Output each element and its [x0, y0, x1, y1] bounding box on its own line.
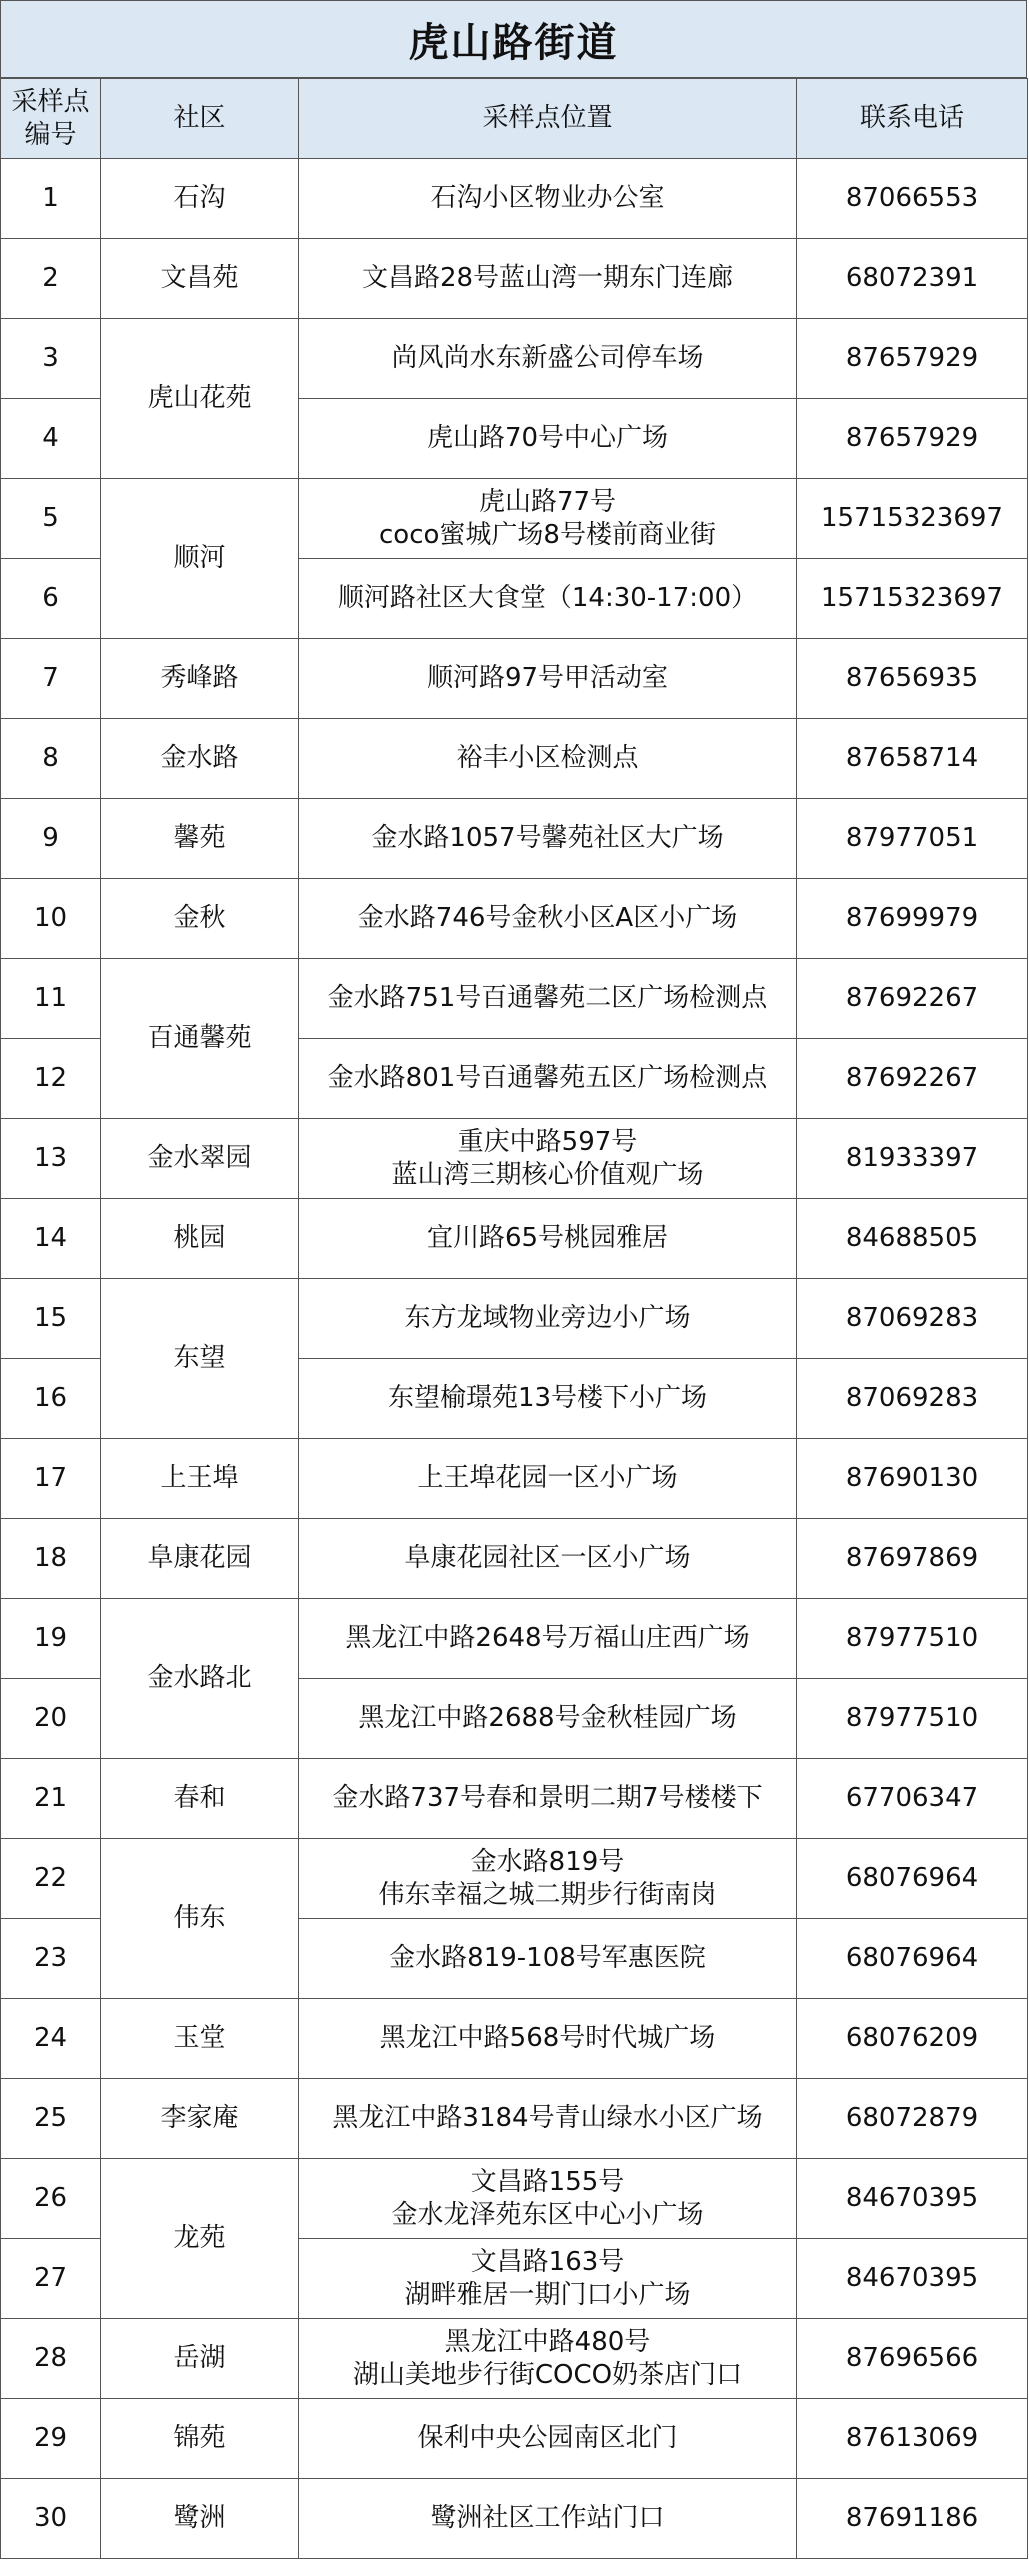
row-location: 黑龙江中路2648号万福山庄西广场 — [299, 1599, 797, 1679]
row-community: 金水路 — [101, 719, 299, 799]
row-id: 28 — [1, 2319, 101, 2399]
row-community: 百通馨苑 — [101, 959, 299, 1119]
table-row — [1, 239, 1028, 319]
row-phone: 87656935 — [797, 639, 1028, 719]
row-id: 16 — [1, 1359, 101, 1439]
row-community: 龙苑 — [101, 2159, 299, 2319]
row-phone: 87069283 — [797, 1359, 1028, 1439]
row-phone: 87696566 — [797, 2319, 1028, 2399]
row-phone: 87697869 — [797, 1519, 1028, 1599]
row-phone: 67706347 — [797, 1759, 1028, 1839]
row-location: 裕丰小区检测点 — [299, 719, 797, 799]
sampling-points-table — [0, 78, 1028, 2559]
table-row — [1, 719, 1028, 799]
row-id: 9 — [1, 799, 101, 879]
row-phone: 87657929 — [797, 319, 1028, 399]
row-community: 鹭洲 — [101, 2479, 299, 2559]
row-location: 金水路737号春和景明二期7号楼楼下 — [299, 1759, 797, 1839]
row-location: 金水路751号百通馨苑二区广场检测点 — [299, 959, 797, 1039]
row-location: 鹭洲社区工作站门口 — [299, 2479, 797, 2559]
row-phone: 15715323697 — [797, 559, 1028, 639]
row-phone: 87977510 — [797, 1679, 1028, 1759]
header-location: 采样点位置 — [299, 79, 797, 159]
table-row — [1, 639, 1028, 719]
row-id: 24 — [1, 1999, 101, 2079]
row-location: 文昌路155号 金水龙泽苑东区中心小广场 — [299, 2159, 797, 2239]
table-row — [1, 799, 1028, 879]
row-location: 虎山路77号 coco蜜城广场8号楼前商业街 — [299, 479, 797, 559]
row-location: 文昌路163号 湖畔雅居一期门口小广场 — [299, 2239, 797, 2319]
row-community: 锦苑 — [101, 2399, 299, 2479]
row-phone: 68072879 — [797, 2079, 1028, 2159]
row-phone: 68076964 — [797, 1919, 1028, 1999]
row-id: 5 — [1, 479, 101, 559]
row-community: 顺河 — [101, 479, 299, 639]
row-community: 馨苑 — [101, 799, 299, 879]
row-community: 金水路北 — [101, 1599, 299, 1759]
row-id: 7 — [1, 639, 101, 719]
table-row — [1, 479, 1028, 559]
row-id: 8 — [1, 719, 101, 799]
row-id: 20 — [1, 1679, 101, 1759]
row-community: 桃园 — [101, 1199, 299, 1279]
row-id: 30 — [1, 2479, 101, 2559]
row-location: 石沟小区物业办公室 — [299, 159, 797, 239]
row-community: 岳湖 — [101, 2319, 299, 2399]
table-row — [1, 1999, 1028, 2079]
row-location: 金水路801号百通馨苑五区广场检测点 — [299, 1039, 797, 1119]
row-community: 上王埠 — [101, 1439, 299, 1519]
row-id: 17 — [1, 1439, 101, 1519]
row-id: 15 — [1, 1279, 101, 1359]
row-phone: 68076209 — [797, 1999, 1028, 2079]
page-title: 虎山路街道 — [0, 0, 1027, 78]
header-id: 采样点 编号 — [1, 79, 101, 159]
row-id: 13 — [1, 1119, 101, 1199]
row-id: 21 — [1, 1759, 101, 1839]
row-phone: 81933397 — [797, 1119, 1028, 1199]
row-community: 金水翠园 — [101, 1119, 299, 1199]
row-phone: 87977510 — [797, 1599, 1028, 1679]
table-row — [1, 2159, 1028, 2239]
row-id: 14 — [1, 1199, 101, 1279]
table-row — [1, 1439, 1028, 1519]
row-phone: 87692267 — [797, 1039, 1028, 1119]
row-id: 27 — [1, 2239, 101, 2319]
row-phone: 87699979 — [797, 879, 1028, 959]
row-id: 26 — [1, 2159, 101, 2239]
row-phone: 84670395 — [797, 2239, 1028, 2319]
table-header-row — [1, 79, 1028, 159]
row-location: 上王埠花园一区小广场 — [299, 1439, 797, 1519]
row-phone: 87692267 — [797, 959, 1028, 1039]
header-phone: 联系电话 — [797, 79, 1028, 159]
row-phone: 15715323697 — [797, 479, 1028, 559]
row-id: 18 — [1, 1519, 101, 1599]
row-id: 19 — [1, 1599, 101, 1679]
row-location: 东方龙域物业旁边小广场 — [299, 1279, 797, 1359]
row-id: 10 — [1, 879, 101, 959]
row-id: 1 — [1, 159, 101, 239]
table-row — [1, 2399, 1028, 2479]
header-community: 社区 — [101, 79, 299, 159]
table-row — [1, 1199, 1028, 1279]
row-phone: 87690130 — [797, 1439, 1028, 1519]
row-location: 东望榆璟苑13号楼下小广场 — [299, 1359, 797, 1439]
row-community: 李家庵 — [101, 2079, 299, 2159]
table-row — [1, 2479, 1028, 2559]
table-row — [1, 2079, 1028, 2159]
row-community: 东望 — [101, 1279, 299, 1439]
row-phone: 87069283 — [797, 1279, 1028, 1359]
row-community: 玉堂 — [101, 1999, 299, 2079]
row-id: 12 — [1, 1039, 101, 1119]
table-row — [1, 879, 1028, 959]
table-row — [1, 1759, 1028, 1839]
row-location: 重庆中路597号 蓝山湾三期核心价值观广场 — [299, 1119, 797, 1199]
row-location: 黑龙江中路568号时代城广场 — [299, 1999, 797, 2079]
row-phone: 87657929 — [797, 399, 1028, 479]
table-row — [1, 2319, 1028, 2399]
row-community: 春和 — [101, 1759, 299, 1839]
row-community: 金秋 — [101, 879, 299, 959]
row-location: 金水路819号 伟东幸福之城二期步行街南岗 — [299, 1839, 797, 1919]
table-row — [1, 1599, 1028, 1679]
row-id: 4 — [1, 399, 101, 479]
table-row — [1, 319, 1028, 399]
row-phone: 87977051 — [797, 799, 1028, 879]
row-community: 秀峰路 — [101, 639, 299, 719]
row-community: 文昌苑 — [101, 239, 299, 319]
row-location: 黑龙江中路2688号金秋桂园广场 — [299, 1679, 797, 1759]
table-row — [1, 959, 1028, 1039]
row-location: 黑龙江中路3184号青山绿水小区广场 — [299, 2079, 797, 2159]
row-id: 25 — [1, 2079, 101, 2159]
row-location: 宜川路65号桃园雅居 — [299, 1199, 797, 1279]
row-location: 保利中央公园南区北门 — [299, 2399, 797, 2479]
row-phone: 87658714 — [797, 719, 1028, 799]
row-community: 石沟 — [101, 159, 299, 239]
row-location: 金水路1057号馨苑社区大广场 — [299, 799, 797, 879]
row-id: 23 — [1, 1919, 101, 1999]
table-row — [1, 1519, 1028, 1599]
table-row — [1, 1839, 1028, 1919]
row-location: 金水路746号金秋小区A区小广场 — [299, 879, 797, 959]
table-row — [1, 159, 1028, 239]
row-id: 3 — [1, 319, 101, 399]
row-community: 阜康花园 — [101, 1519, 299, 1599]
row-phone: 87066553 — [797, 159, 1028, 239]
row-phone: 84688505 — [797, 1199, 1028, 1279]
row-location: 尚风尚水东新盛公司停车场 — [299, 319, 797, 399]
row-id: 2 — [1, 239, 101, 319]
row-id: 11 — [1, 959, 101, 1039]
row-community: 伟东 — [101, 1839, 299, 1999]
row-location: 黑龙江中路480号 湖山美地步行街COCO奶茶店门口 — [299, 2319, 797, 2399]
table-row — [1, 1279, 1028, 1359]
row-community: 虎山花苑 — [101, 319, 299, 479]
row-id: 22 — [1, 1839, 101, 1919]
row-phone: 68076964 — [797, 1839, 1028, 1919]
row-location: 文昌路28号蓝山湾一期东门连廊 — [299, 239, 797, 319]
row-id: 29 — [1, 2399, 101, 2479]
row-location: 阜康花园社区一区小广场 — [299, 1519, 797, 1599]
row-phone: 84670395 — [797, 2159, 1028, 2239]
row-phone: 87613069 — [797, 2399, 1028, 2479]
row-location: 顺河路社区大食堂（14:30-17:00） — [299, 559, 797, 639]
row-location: 金水路819-108号军惠医院 — [299, 1919, 797, 1999]
row-phone: 68072391 — [797, 239, 1028, 319]
row-location: 虎山路70号中心广场 — [299, 399, 797, 479]
row-location: 顺河路97号甲活动室 — [299, 639, 797, 719]
row-id: 6 — [1, 559, 101, 639]
row-phone: 87691186 — [797, 2479, 1028, 2559]
table-row — [1, 1119, 1028, 1199]
